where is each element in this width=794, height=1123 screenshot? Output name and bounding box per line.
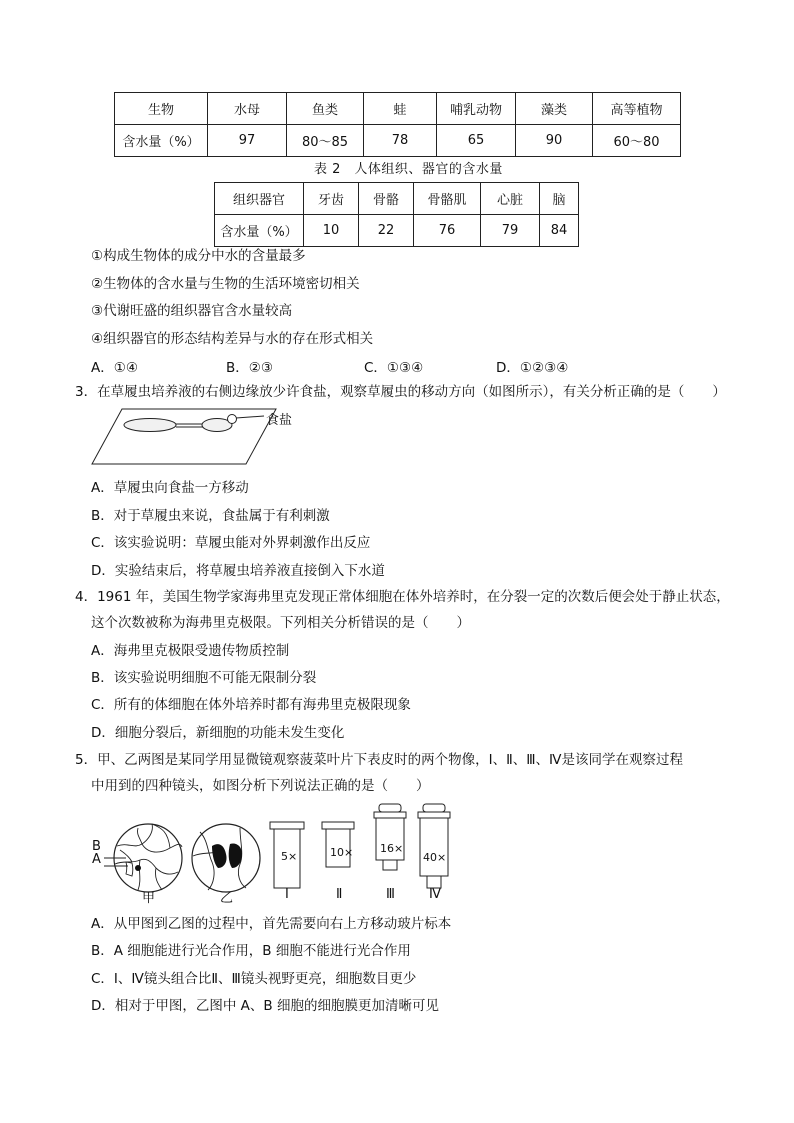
q3-option-a[interactable]: A．草履虫向食盐一方移动 bbox=[91, 480, 249, 496]
lens-collar bbox=[418, 812, 450, 818]
q4-option-d[interactable]: D．细胞分裂后，新细胞的功能未发生变化 bbox=[91, 725, 345, 741]
lens-label-3: Ⅲ bbox=[386, 887, 395, 902]
table-cell: 90 bbox=[516, 125, 593, 157]
table-cell: 含水量（%） bbox=[115, 125, 208, 157]
lens-body bbox=[420, 818, 448, 876]
statement-3: ③代谢旺盛的组织器官含水量较高 bbox=[91, 303, 293, 319]
lens-mark-1: 5× bbox=[281, 850, 298, 863]
table-cell: 10 bbox=[304, 215, 359, 247]
q5-option-b[interactable]: B．A 细胞能进行光合作用，B 细胞不能进行光合作用 bbox=[91, 943, 411, 959]
human-tissue-water-table bbox=[214, 182, 579, 247]
q5-stem-line1: 5．甲、乙两图是某同学用显微镜观察菠菜叶片下表皮时的两个物像，Ⅰ、Ⅱ、Ⅲ、Ⅳ是该同学在观察过程 bbox=[75, 752, 683, 768]
q4-option-a[interactable]: A．海弗里克极限受遗传物质控制 bbox=[91, 643, 290, 659]
q5-stem-line2 bbox=[91, 776, 430, 796]
table-cell: 藻类 bbox=[516, 93, 593, 125]
q4-option-c[interactable]: C．所有的体细胞在体外培养时都有海弗里克极限现象 bbox=[91, 697, 411, 713]
lens-thread bbox=[379, 804, 401, 812]
table-cell: 84 bbox=[540, 215, 579, 247]
eyepiece-lens-2 bbox=[322, 822, 354, 867]
table-cell: 22 bbox=[359, 215, 414, 247]
table-row bbox=[215, 183, 579, 215]
q5-stem-end: ） bbox=[416, 778, 430, 794]
table-cell: 骨骼 bbox=[359, 183, 414, 215]
culture-drop-left bbox=[124, 419, 176, 432]
q4-stem-text: 这个次数被称为海弗里克极限。下列相关分析错误的是（ bbox=[91, 615, 429, 631]
statement-2: ②生物体的含水量与生物的生活环境密切相关 bbox=[91, 276, 360, 292]
organism-water-table bbox=[114, 92, 681, 157]
statement-4: ④组织器官的形态结构差异与水的存在形式相关 bbox=[91, 331, 374, 347]
table2-caption: 表 2 人体组织、器官的含水量 bbox=[314, 162, 503, 177]
objective-lens-4 bbox=[418, 804, 450, 888]
q3-option-c[interactable]: C．该实验说明：草履虫能对外界刺激作出反应 bbox=[91, 535, 371, 551]
q2-options bbox=[91, 356, 651, 376]
lens-thread bbox=[423, 804, 445, 812]
lens-rim bbox=[322, 822, 354, 829]
table-cell: 65 bbox=[437, 125, 516, 157]
q4-stem-line1: 4．1961 年，美国生物学家海弗里克发现正常体细胞在体外培养时，在分裂一定的次数后便会处于静止状态， bbox=[75, 589, 730, 605]
objective-lens-3 bbox=[374, 804, 406, 870]
table-row bbox=[115, 93, 681, 125]
table-cell: 97 bbox=[208, 125, 287, 157]
table-cell: 60～80 bbox=[593, 125, 681, 157]
lens-label-4: Ⅳ bbox=[429, 887, 441, 902]
cell-label-b: B bbox=[92, 839, 101, 854]
table-cell: 含水量（%） bbox=[215, 215, 304, 247]
table-row bbox=[115, 125, 681, 157]
table-cell: 骨骼肌 bbox=[414, 183, 481, 215]
lens-label-2: Ⅱ bbox=[336, 887, 343, 902]
q4-stem-end: ） bbox=[456, 615, 470, 631]
table-cell: 80～85 bbox=[287, 125, 364, 157]
lens-tip bbox=[383, 860, 397, 870]
cell-label-a: A bbox=[92, 852, 101, 867]
option-d[interactable]: D．①②③④ bbox=[496, 360, 569, 376]
table-cell: 生物 bbox=[115, 93, 208, 125]
table-cell: 组织器官 bbox=[215, 183, 304, 215]
q4-option-b[interactable]: B．该实验说明细胞不可能无限制分裂 bbox=[91, 670, 317, 686]
table-cell: 78 bbox=[364, 125, 437, 157]
table-cell: 脑 bbox=[540, 183, 579, 215]
view-yi bbox=[192, 824, 260, 892]
option-c[interactable]: C．①③④ bbox=[364, 360, 424, 376]
q3-option-d[interactable]: D．实验结束后，将草履虫培养液直接倒入下水道 bbox=[91, 563, 385, 579]
q3-stem-end: ） bbox=[712, 384, 726, 400]
q3-stem bbox=[75, 382, 726, 402]
q4-stem-line2 bbox=[91, 613, 470, 633]
table-cell: 水母 bbox=[208, 93, 287, 125]
lens-mark-4: 40× bbox=[423, 851, 447, 864]
table-cell: 鱼类 bbox=[287, 93, 364, 125]
salt-label: 食盐 bbox=[266, 413, 293, 428]
salt-pointer-line bbox=[236, 416, 264, 418]
lens-mark-2: 10× bbox=[330, 846, 354, 859]
lens-collar bbox=[374, 812, 406, 818]
guard-cell-a bbox=[126, 862, 133, 876]
view-label-yi: 乙 bbox=[220, 891, 234, 906]
q5-option-d[interactable]: D．相对于甲图，乙图中 A、B 细胞的细胞膜更加清晰可见 bbox=[91, 998, 439, 1014]
table-cell: 牙齿 bbox=[304, 183, 359, 215]
view-jia bbox=[104, 824, 182, 892]
q3-stem-text: 3．在草履虫培养液的右侧边缘放少许食盐，观察草履虫的移动方向（如图所示），有关分析正确的是（ bbox=[75, 384, 685, 400]
view-label-jia: 甲 bbox=[142, 891, 156, 906]
table-row bbox=[215, 215, 579, 247]
option-a[interactable]: A．①④ bbox=[91, 360, 138, 376]
table-cell: 哺乳动物 bbox=[437, 93, 516, 125]
lens-rim bbox=[270, 822, 304, 829]
table-cell: 76 bbox=[414, 215, 481, 247]
cell-nucleus bbox=[135, 865, 141, 871]
table-cell: 蛙 bbox=[364, 93, 437, 125]
q5-option-a[interactable]: A．从甲图到乙图的过程中，首先需要向右上方移动玻片标本 bbox=[91, 916, 452, 932]
q5-option-c[interactable]: C．Ⅰ、Ⅳ镜头组合比Ⅱ、Ⅲ镜头视野更亮，细胞数目更少 bbox=[91, 971, 417, 987]
table-cell: 高等植物 bbox=[593, 93, 681, 125]
salt-crystal bbox=[228, 415, 237, 424]
q5-stem-text: 中用到的四种镜头，如图分析下列说法正确的是（ bbox=[91, 778, 388, 794]
option-b[interactable]: B．②③ bbox=[226, 360, 273, 376]
q3-option-b[interactable]: B．对于草履虫来说，食盐属于有利刺激 bbox=[91, 508, 330, 524]
table-cell: 心脏 bbox=[481, 183, 540, 215]
statement-1: ①构成生物体的成分中水的含量最多 bbox=[91, 248, 306, 264]
lens-label-1: Ⅰ bbox=[285, 887, 289, 902]
table-cell: 79 bbox=[481, 215, 540, 247]
lens-mark-3: 16× bbox=[380, 842, 404, 855]
